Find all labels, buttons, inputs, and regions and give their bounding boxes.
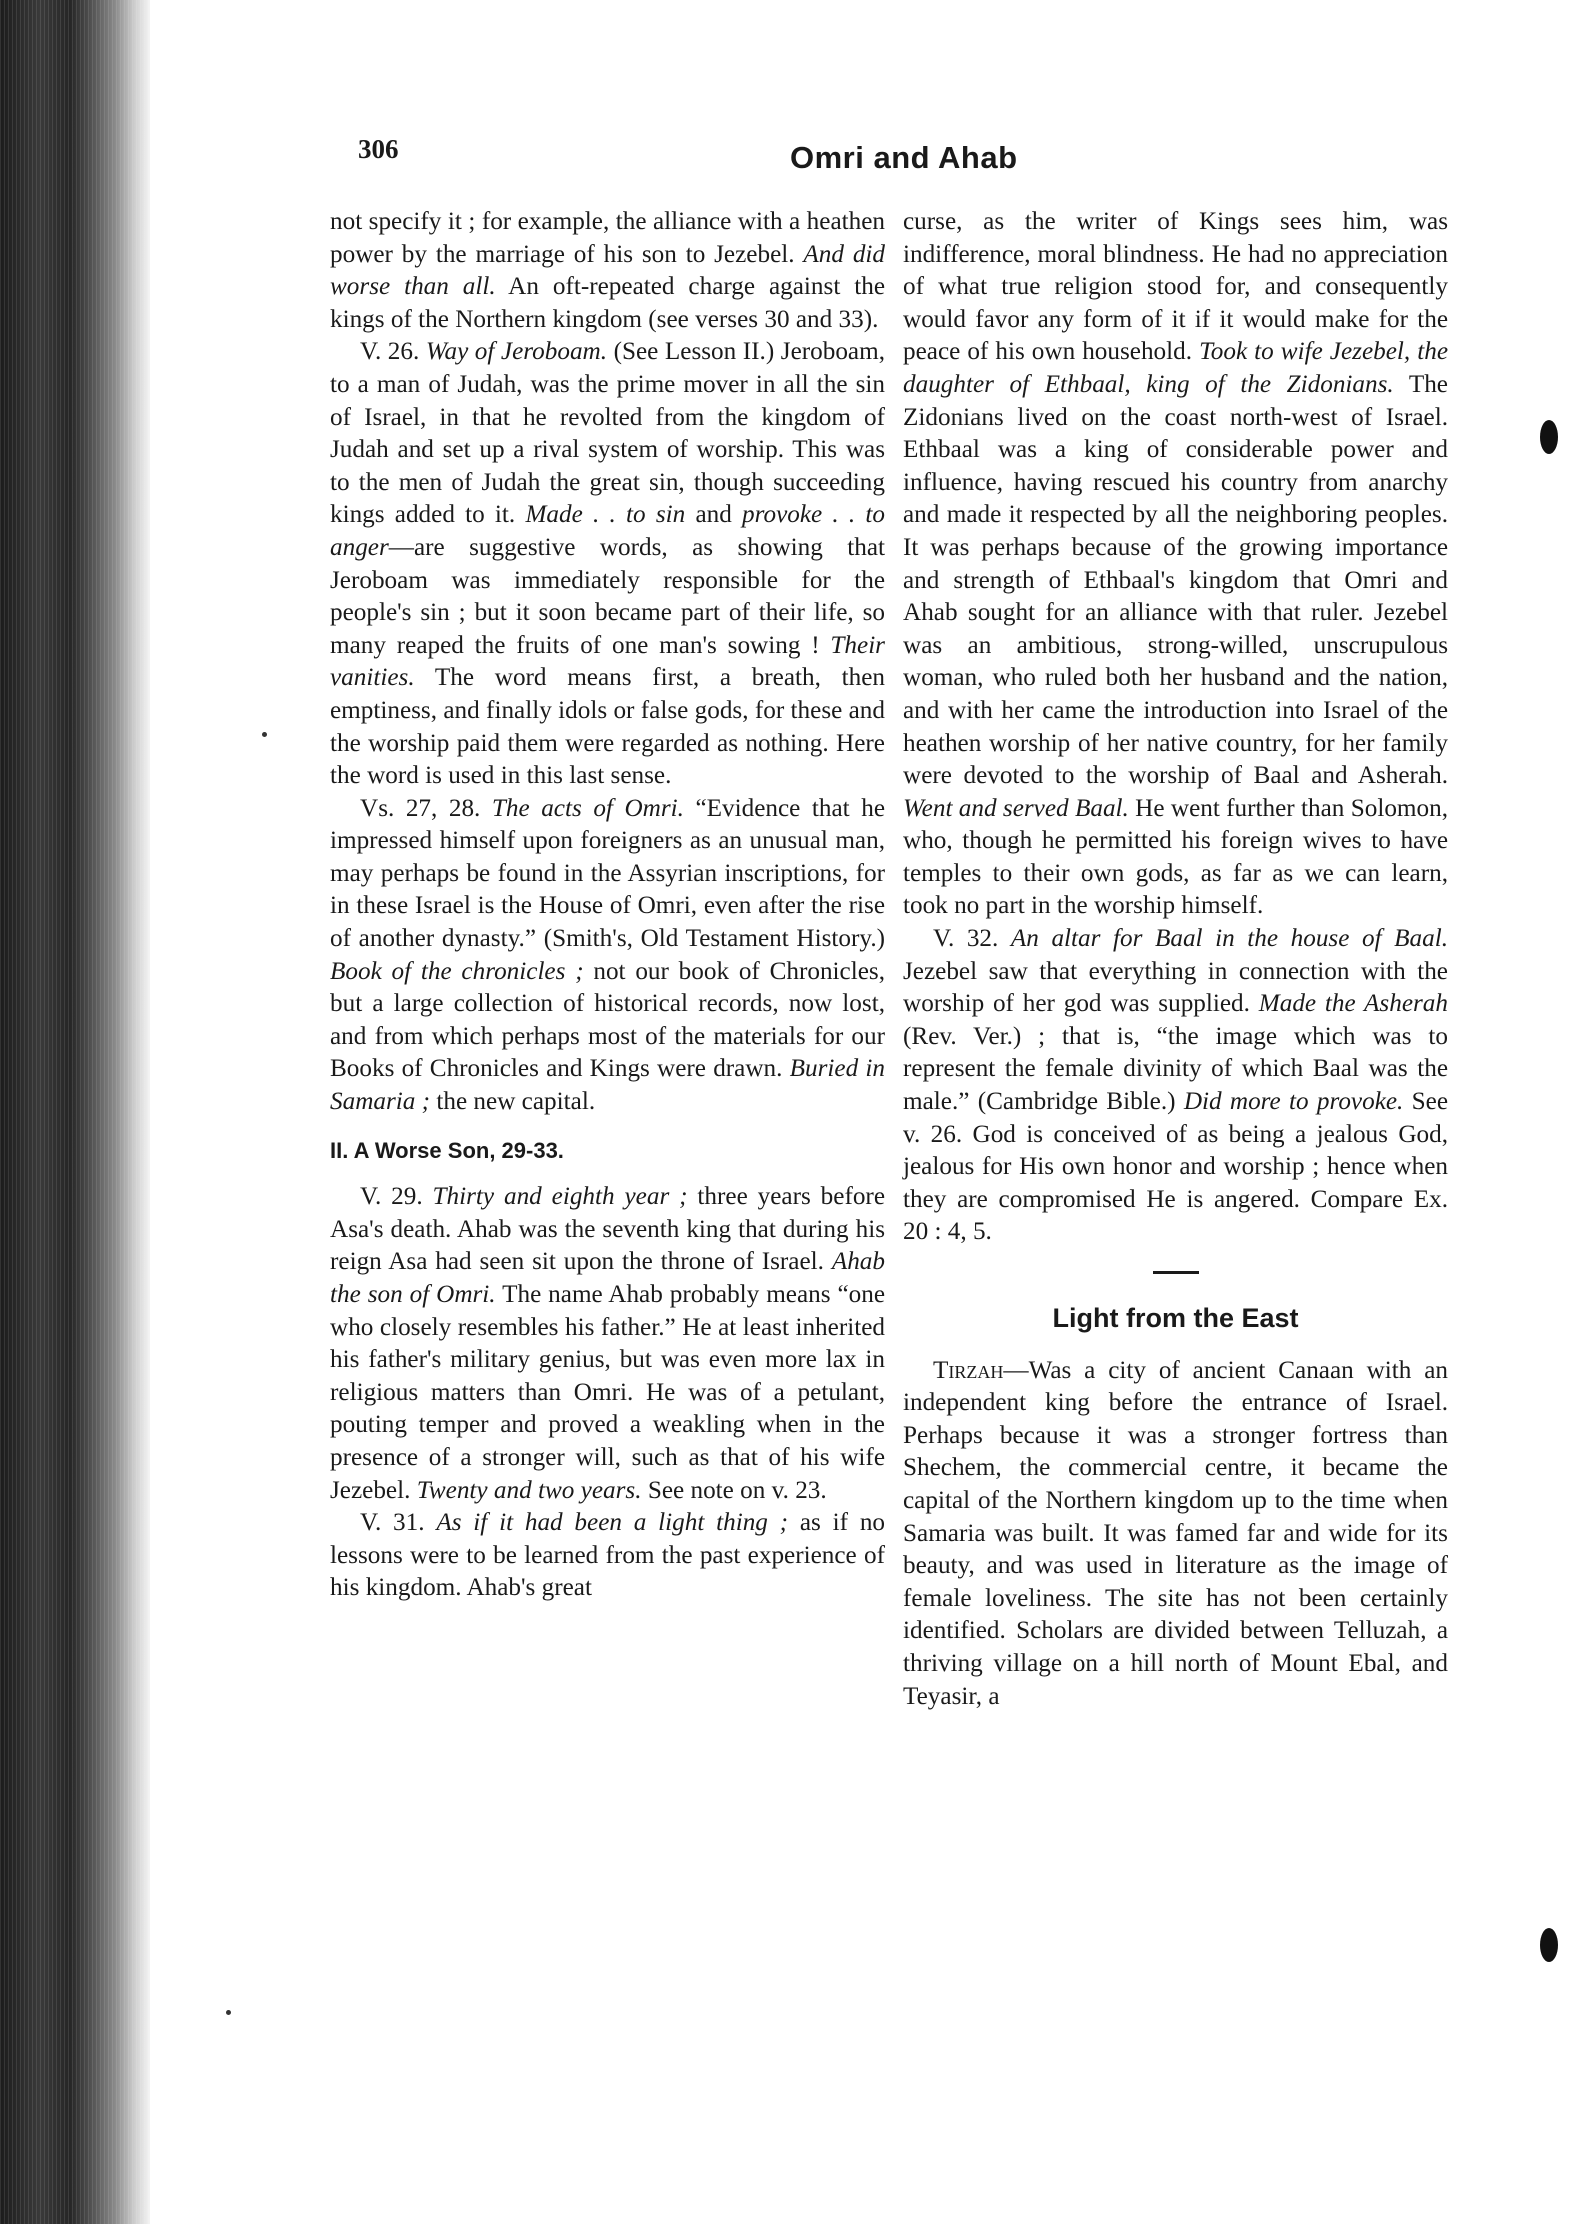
punch-hole <box>1540 420 1558 454</box>
paragraph: Vs. 27, 28. The acts of Omri. “Evidence that he impressed himself upon foreigners as an unusual man, may perhaps be found in the Assyrian inscriptions, for in these Israel is the House of Omri, even after the rise of another dynasty.” (Smith's, Old Testament History.) Book of the chronicles ; not our book of Chronicles, but a large collection of historical records, now lost, and from which perhaps most of the materials for our Books of Chronicles and Kings were drawn. Buried in Samaria ; the new capital. <box>330 794 885 1116</box>
paragraph: V. 31. As if it had been a light thing ; as if no lessons were to be learned from the past experience of his kingdom. Ahab's great <box>330 1509 886 1602</box>
paragraph: curse, as the writer of Kings sees him, was indifference, moral blindness. He had no appreciation of what true religion stood for, and consequently would favor any form of it if it would make for the peace of his own household. Took to wife Jezebel, the daughter of Ethbaal, king of the Zidonians. The Zidonians lived on the coast north-west of Israel. Ethbaal was a king of considerable power and influence, having rescued his country from anarchy and made it respected by all the neighboring peoples. It was perhaps because of the growing importance and strength of Ethbaal's kingdom that Omri and Ahab sought for an alliance with that ruler. Jezebel was an ambitious, strong-willed, unscrupulous woman, who ruled both her husband and the nation, and with her came the introduction into Israel of the heathen worship of her native country, for her family were devoted to the worship of Baal and Asherah. Went and served Baal. He went further than Solomon, who, though he permitted his foreign wives to have temples to their own gods, as far as we can learn, took no part in the worship himself. <box>903 208 1448 920</box>
book-binding-edge <box>0 0 150 2224</box>
section-divider <box>1153 1271 1199 1274</box>
paragraph: Tirzah—Was a city of ancient Canaan with an independent king before the entrance of Israel. Perhaps because it was a stronger fortress than Shechem, the commercial centre, it became the capital of the Northern kingdom up to the time when Samaria was built. It was famed far and wide for its beauty, and was used in literature as the image of female loveliness. The site has not been certainly identified. Scholars are divided between Telluzah, a thriving village on a hill north of Mount Ebal, and Teyasir, a <box>903 1356 1448 1710</box>
paragraph: V. 29. Thirty and eighth year ; three years before Asa's death. Ahab was the seventh king that during his reign Asa had seen sit upon the throne of Israel. Ahab the son of Omri. The name Ahab probably means “one who closely resembles his father.” He at least inherited his father's military genius, but was even more lax in religious matters than Omri. He was of a petulant, pouting temper and proved a weakling when in the presence of a stronger will, such as that of his wife Jezebel. Twenty and two years. See note on v. 23. <box>330 1183 886 1504</box>
punch-hole <box>1540 1928 1558 1962</box>
section-heading: II. A Worse Son, 29-33. <box>330 1137 564 1163</box>
paragraph: V. 32. An altar for Baal in the house of Baal. Jezebel saw that everything in connection with the worship of her god was supplied. Made the Asherah (Rev. Ver.) ; that is, “the image which was to represent the female divinity of which Baal was the male.” (Cambridge Bible.) Did more to provoke. See v. 26. God is conceived of as being a jealous God, jealous for His own honor and worship ; hence when they are compromised He is angered. Compare Ex. 20 : 4, 5. <box>903 925 1449 1246</box>
page-number: 306 <box>358 134 399 164</box>
paragraph: V. 26. Way of Jeroboam. (See Lesson II.) Jeroboam, to a man of Judah, was the prime mover in all the sin of Israel, in that he revolted from the kingdom of Judah and set up a rival system of worship. This was to the men of Judah the great sin, though succeeding kings added to it. Made . . to sin and provoke . . to anger—are suggestive words, as showing that Jeroboam was immediately responsible for the people's sin ; but it soon became part of their life, so many reaped the fruits of one man's sowing ! Their vanities. The word means first, a breath, then emptiness, and finally idols or false gods, for these and the worship paid them were regarded as nothing. Here the word is used in this last sense. <box>330 338 886 790</box>
paper-speck <box>226 2010 231 2015</box>
running-head: Omri and Ahab <box>790 140 1018 175</box>
paper-speck <box>262 732 267 737</box>
article-title: Light from the East <box>1052 1303 1299 1333</box>
right-column <box>903 206 1448 1713</box>
paragraph: not specify it ; for example, the alliance with a heathen power by the marriage of his son to Jezebel. And did worse than all. An oft-repeated charge against the kings of the Northern kingdom (see verses 30 and 33). <box>330 208 886 333</box>
left-column <box>330 206 885 1605</box>
